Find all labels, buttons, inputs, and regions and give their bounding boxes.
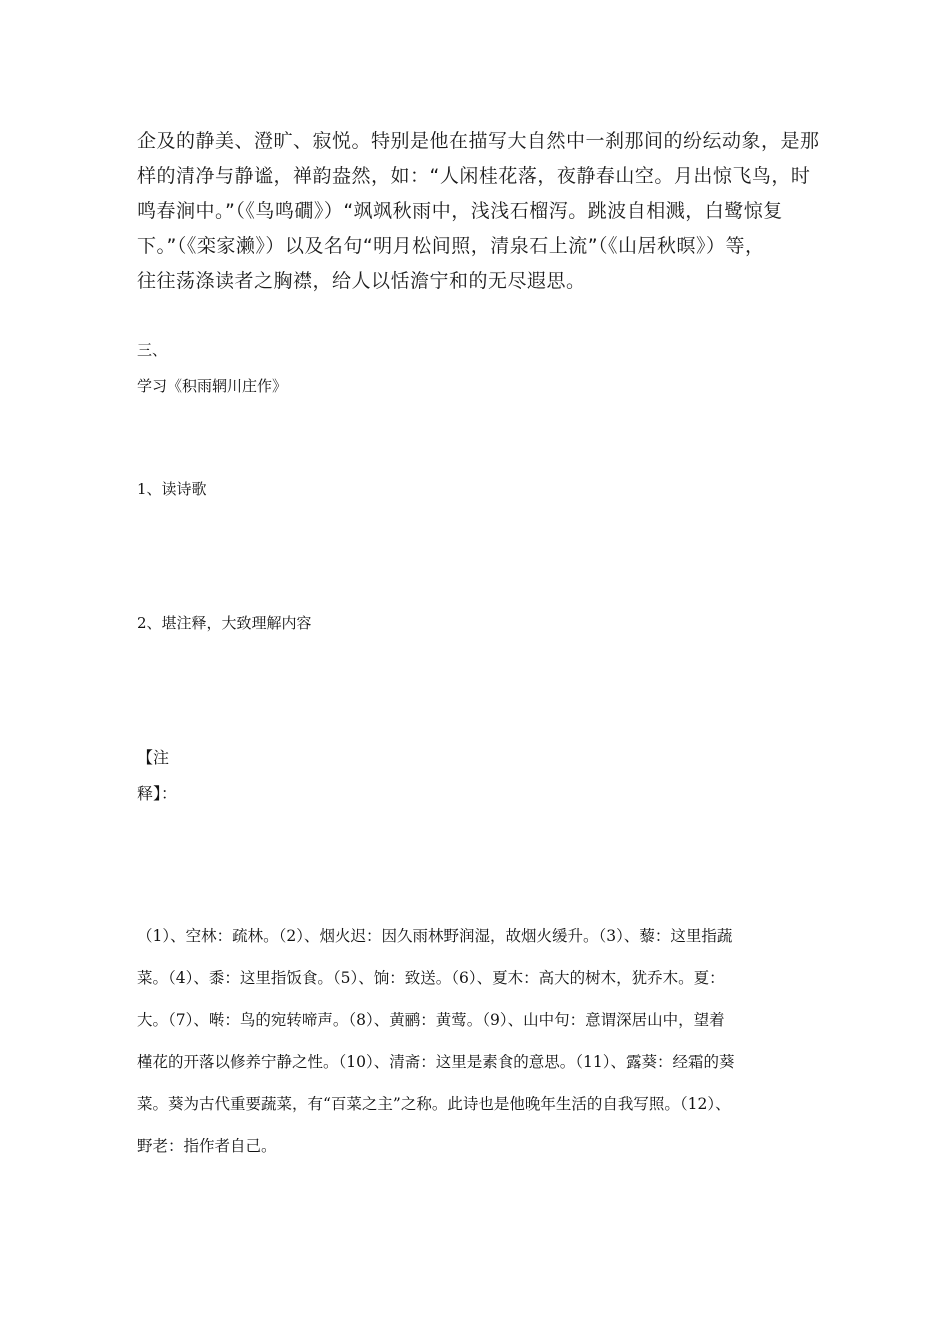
intro-line: 鸣春涧中。”（《鸟鸣礀》）“飒飒秋雨中，浅浅石榴泻。跳波自相溅，白鹭惊复 bbox=[137, 200, 783, 222]
section-number: 三、 bbox=[137, 341, 168, 359]
notes-line: 野老：指作者自己。 bbox=[137, 1137, 277, 1155]
intro-paragraph bbox=[137, 124, 820, 299]
notes-line: （1）、空林：疏林。（2）、烟火迟：因久雨林野润湿，故烟火缓升。（3）、藜：这里指蔬 bbox=[137, 927, 733, 945]
section-title: 学习《积雨辋川庄作》 bbox=[137, 377, 288, 395]
notes-heading-line1: 【注 bbox=[137, 748, 170, 767]
notes-line: 大。（7）、啭：鸟的宛转啼声。（8）、黄鹂：黄莺。（9）、山中句：意谓深居山中，望着 bbox=[137, 1011, 725, 1029]
intro-line: 企及的静美、澄旷、寂悦。特别是他在描写大自然中一刹那间的纷纭动象，是那 bbox=[137, 130, 820, 152]
step-read-notes: 2、堪注释，大致理解内容 bbox=[137, 614, 312, 632]
intro-line: 下。”（《栾家濑》）以及名句“明月松间照，清泉石上流”（《山居秋暝》）等， bbox=[137, 235, 765, 257]
notes-heading-line2: 释】： bbox=[137, 784, 178, 803]
notes-line: 菜。葵为古代重要蔬菜，有“百菜之主”之称。此诗也是他晚年生活的自我写照。（12）、 bbox=[137, 1095, 731, 1113]
intro-line: 样的清净与静谧，禅韵盎然，如：“人闲桂花落，夜静春山空。月出惊飞鸟，时 bbox=[137, 165, 811, 187]
notes-paragraph bbox=[137, 915, 817, 1167]
notes-line: 槿花的开落以修养宁静之性。（10）、清斋：这里是素食的意思。（11）、露葵：经霜的葵 bbox=[137, 1053, 735, 1071]
step-read-poem: 1、读诗歌 bbox=[137, 480, 207, 498]
notes-line: 菜。（4）、黍：这里指饭食。（5）、饷：致送。（6）、夏木：高大的树木，犹乔木。夏： bbox=[137, 969, 725, 987]
intro-line: 往往荡涤读者之胸襟，给人以恬澹宁和的无尽遐思。 bbox=[137, 270, 586, 292]
